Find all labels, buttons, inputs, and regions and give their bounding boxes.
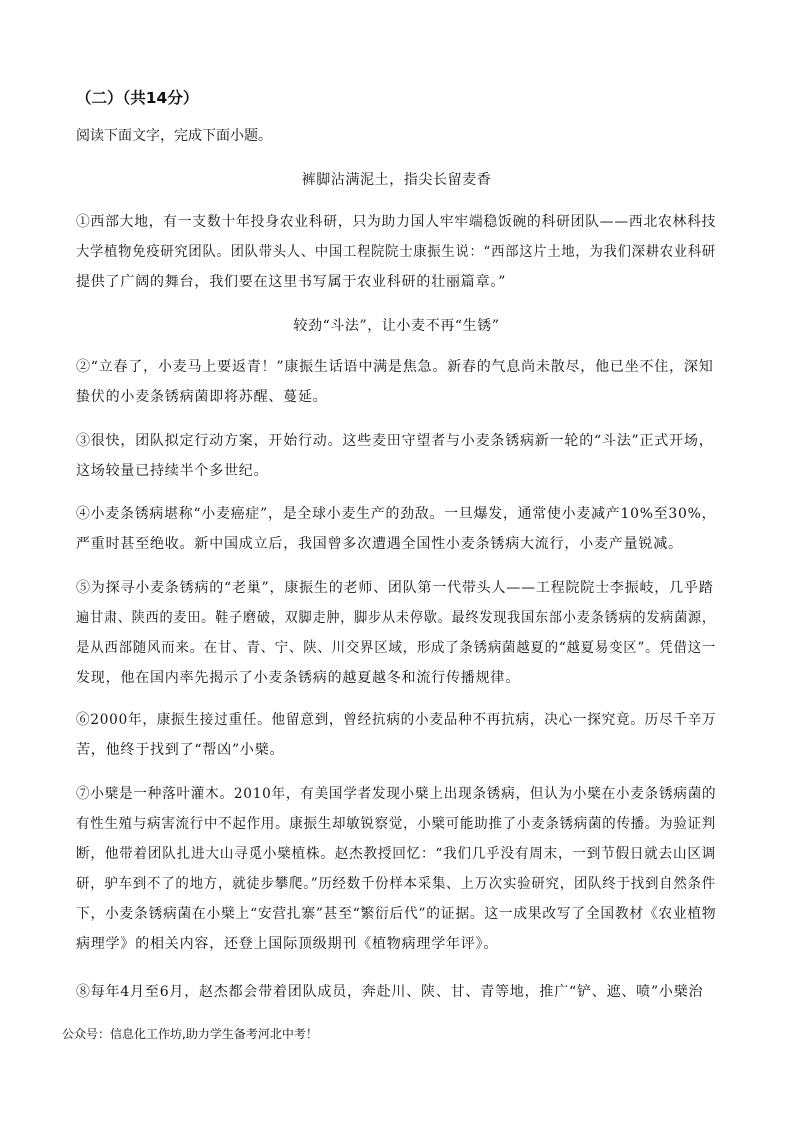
- paragraph-line: 研，驴车到不了的地方，就徒步攀爬。”历经数千份样本采集、上万次实验研究，团队终于找到自然条件: [76, 876, 716, 892]
- reading-instruction: 阅读下面文字，完成下面小题。: [76, 128, 272, 144]
- paragraph-line: ④小麦条锈病堪称“小麦癌症”，是全球小麦生产的劲敌。一旦爆发，通常使小麦减产10%至30%，: [76, 506, 717, 522]
- paragraph-line: ③很快，团队拟定行动方案，开始行动。这些麦田守望者与小麦条锈病新一轮的“斗法”正式开场，: [76, 433, 714, 449]
- paragraph-line: ⑦小檗是一种落叶灌木。2010年，有美国学者发现小檗上出现条锈病，但认为小檗在小麦条锈病菌的: [76, 786, 717, 802]
- paragraph-7: [76, 779, 716, 959]
- paragraph-6: [76, 705, 716, 765]
- paragraph-2: [76, 352, 716, 412]
- paragraph-5: [76, 573, 716, 693]
- paragraph-line: 严重时甚至绝收。新中国成立后，我国曾多次遭遇全国性小麦条锈病大流行，小麦产量锐减。: [76, 536, 683, 552]
- paragraph-line: 下，小麦条锈病菌在小檗上“安营扎寨”甚至“繁衍后代”的证据。这一成果改写了全国教材《农业植物: [76, 906, 717, 922]
- section-title: （二）（共14分）: [76, 89, 199, 107]
- paragraph-line: 提供了广阔的舞台，我们要在这里书写属于农业科研的壮丽篇章。”: [76, 274, 507, 290]
- paragraph-line: ②“立春了，小麦马上要返青！”康振生话语中满是焦急。新春的气息尚未散尽，他已坐不住，深知: [76, 359, 714, 375]
- paragraph-line: 断，他带着团队扎进大山寻觅小檗植株。赵杰教授回忆：“我们几乎没有周末，一到节假日就去山区调: [76, 846, 717, 862]
- paragraph-line: 大学植物免疫研究团队。团队带头人、中国工程院院士康振生说：“西部这片土地，为我们深耕农业科研: [76, 244, 716, 260]
- paragraph-line: 病理学》的相关内容，还登上国际顶级期刊《植物病理学年评》。: [76, 936, 499, 952]
- paragraph-line: 发现，他在国内率先揭示了小麦条锈病的越夏越冬和流行传播规律。: [76, 670, 520, 686]
- paragraph-line: 苦，他终于找到了“帮凶”小檗。: [76, 742, 285, 758]
- paragraph-line: 有性生殖与病害流行中不起作用。康振生却敏锐察觉，小檗可能助推了小麦条锈病菌的传播。为验证判: [76, 816, 716, 832]
- paragraph-line: ⑤为探寻小麦条锈病的“老巢”，康振生的老师、团队第一代带头人——工程院院士李振岐，几乎踏: [76, 580, 714, 596]
- paragraph-4: [76, 499, 716, 559]
- paragraph-line: ⑥2000年，康振生接过重任。他留意到，曾经抗病的小麦品种不再抗病，决心一探究竟。历尽千辛万: [76, 712, 717, 728]
- paragraph-8: [76, 977, 716, 1007]
- footer-note: 公众号：信息化工作坊,助力学生备考河北中考！: [62, 1027, 318, 1041]
- paragraph-line: ①西部大地，有一支数十年投身农业科研，只为助力国人牢牢端稳饭碗的科研团队——西北农林科技: [76, 214, 717, 230]
- paragraph-1: [76, 207, 716, 297]
- paragraph-line: ⑧每年4月至6月，赵杰都会带着团队成员，奔赴川、陕、甘、青等地，推广“铲、遮、喷”小檗治: [76, 984, 704, 1000]
- paragraph-3: [76, 426, 716, 486]
- article-title: 裤脚沾满泥土，指尖长留麦香: [301, 172, 492, 188]
- paragraph-line: 蛰伏的小麦条锈病菌即将苏醒、蔓延。: [76, 389, 328, 405]
- paragraph-line: 这场较量已持续半个多世纪。: [76, 463, 269, 479]
- paragraph-line: 遍甘肃、陕西的麦田。鞋子磨破，双脚走肿，脚步从未停歇。最终发现我国东部小麦条锈病的发病菌源，: [76, 610, 716, 626]
- article-subheading: 较劲“斗法”，让小麦不再“生锈”: [293, 318, 500, 334]
- paragraph-line: 是从西部随风而来。在甘、青、宁、陕、川交界区域，形成了条锈病菌越夏的“越夏易变区”。凭借这一: [76, 640, 717, 656]
